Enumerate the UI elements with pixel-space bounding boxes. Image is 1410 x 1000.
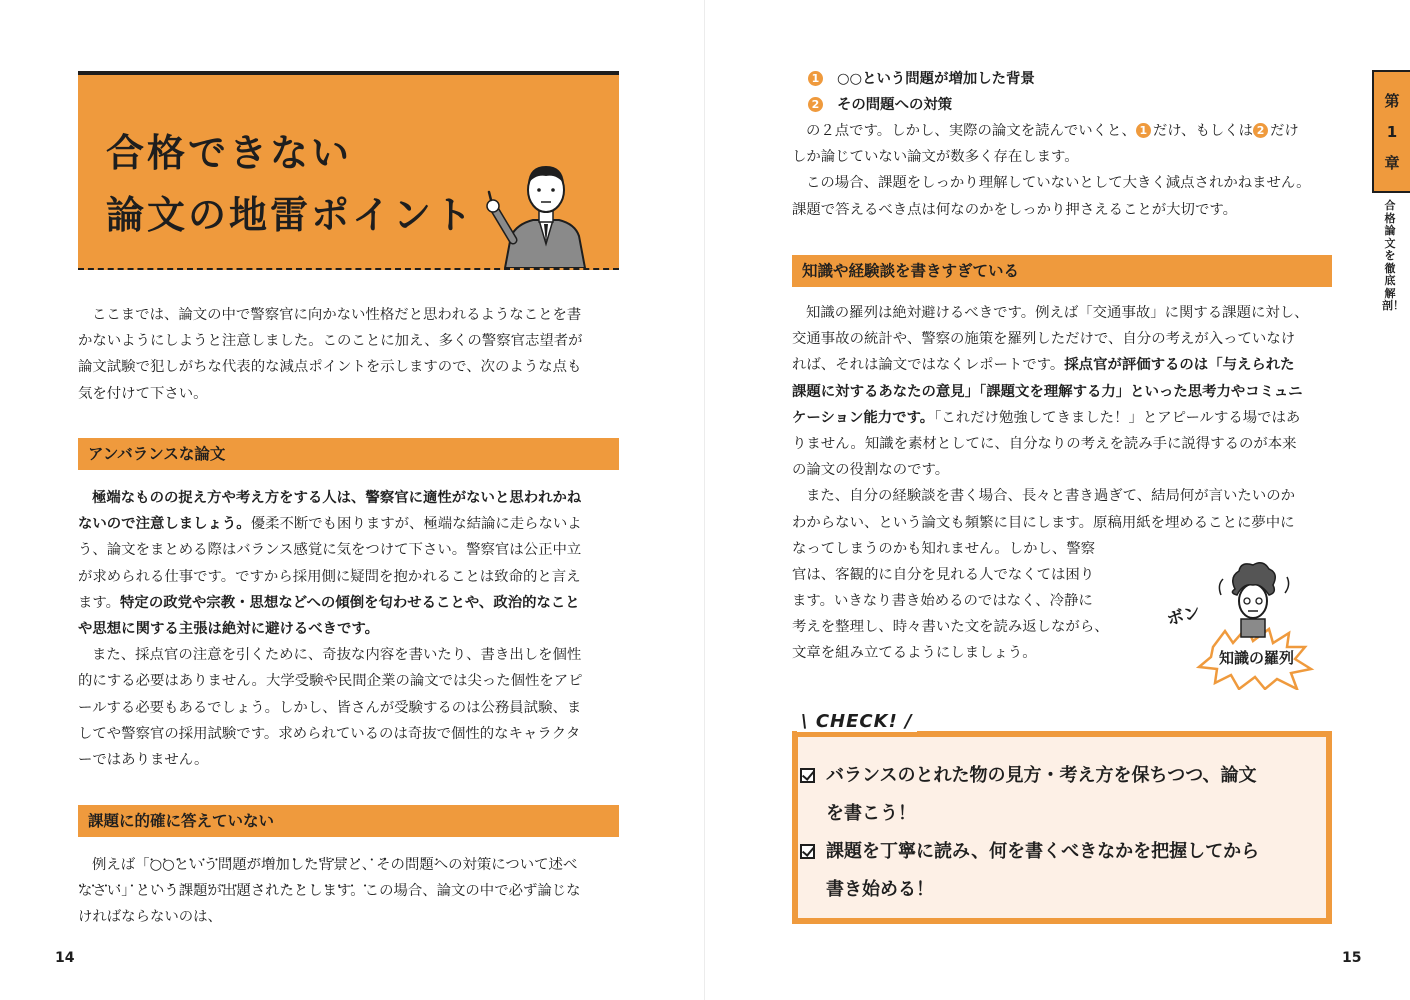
check-item-text: 課題を丁寧に読み、何を書くべきなかを把握してから [826,841,1260,862]
text-line: の論文の役割なのです。 [792,462,950,479]
right-page [705,0,1410,1000]
normal-text: だけ [1270,123,1299,139]
page-number-right: 15 [1342,950,1362,966]
number-badge: 2 [808,97,823,112]
checkbox-icon [800,768,815,783]
text-line [792,118,1311,144]
title-line-1: 合格できない [106,131,353,175]
exploding-head-illustration [1165,555,1340,690]
text-line: 考えを整理し、時々書いた文を読み返しながら、 [792,619,1109,636]
text-line: 的にする必要はありません。大学受験や民間企業の論文では尖った個性をアピ [78,673,583,690]
title-line-2: 論文の地雷ポイント [106,193,476,237]
normal-text: れば、それは論文ではなくレポートです。 [792,357,1065,374]
text-line [78,511,583,537]
bold-text: 課題に対するあなたの意見」「課題文を理解する力」といった思考力やコミュニ [792,383,1303,400]
section1-paragraph [78,485,583,773]
normal-text: だけ、もしくは [1152,123,1254,139]
emphasis-dotted-text: • • • なさい [78,883,121,899]
text-line: この場合、課題をしっかり理解していないとして大きく減点されかねません。 [806,175,1311,192]
text-line: してや警察官の採用試験です。求められているのは奇抜で個性的なキャラクタ [78,725,581,742]
normal-text: ます。 [78,594,121,611]
text-line [78,878,581,904]
chapter-tab [1372,70,1410,193]
slash-mark: / [897,711,913,732]
emphasis-dotted-text: • • • ○○という問題が増加した背景と、その問題への対策について述べ [150,857,578,873]
text-line [792,352,1309,378]
number-badge: 2 [1253,123,1268,138]
page-number-left: 14 [55,950,75,966]
text-line: ここまでは、論文の中で警察官に向かない性格だと思われるようなことを書 [92,307,582,323]
text-line: 官は、客観的に自分を見れる人でなくては困り [792,566,1095,583]
text-line: 知識の羅列は絶対避けるべきです。例えば「交通事故」に関する課題に対し、 [806,305,1309,321]
chapter-subtitle: 合格論文を徹底解剖！ [1382,199,1404,312]
check-item-2-cont: 書き始める！ [826,879,934,900]
text-line [792,379,1309,405]
text-line: 交通事故の統計や、警察の施策を羅列しただけで、自分の考えが入っていなけ [792,331,1296,348]
text-line [78,590,583,616]
text-line: 文章を組み立てるようにしましょう。 [792,645,1037,662]
businessman-illustration [485,148,605,268]
slash-mark: \ [801,711,816,732]
text-line: 論文試験で犯しがちな代表的な減点ポイントを示しますので、次のような点も [78,359,582,376]
text-line: りません。知識を素材としてに、自分なりの考えを読み手に説得するのが本来 [792,435,1297,452]
chapter-tab-char: 第 [1384,92,1400,110]
check-box [792,731,1332,924]
text-line: 課題で答えるべき点は何なのかをしっかり押さえることが大切です。 [792,201,1237,218]
normal-text: の２点です。しかし、実際の論文を読んでいくと、 [806,123,1136,139]
sound-effect-text: ボン [1165,602,1203,631]
normal-text: 優柔不断でも困りますが、極端な結論に走らないよ [250,516,582,533]
intro-paragraph [78,302,583,407]
text-line: しか論じていない論文が数多く存在します。 [792,149,1079,166]
bold-text: ケーション能力です。 [792,409,935,426]
text-line [792,405,1309,431]
normal-text: 」という課題が出題されたとします。この場合、論文の中で必ず論じな [121,883,581,900]
text-line: ールする必要もあるでしょう。しかし、皆さんが受験するのは公務員試験、ま [78,699,582,716]
chapter-tab-char: 章 [1384,154,1400,172]
chapter-tab-number: 1 [1386,123,1398,141]
illustration-caption: 知識の羅列 [1219,649,1295,667]
normal-text: 「これだけ勉強してきました！」とアピールする場ではあ [934,409,1301,426]
text-line: 気を付けて下さい。 [78,385,208,402]
check-item-text: バランスのとれた物の見方・考え方を保ちつつ、論文 [826,765,1257,786]
check-item-1-cont: を書こう！ [826,803,916,824]
text-line: う、論文をまとめる際はバランス感覚に気をつけて下さい。警察官は公正中立 [78,542,582,559]
text-line: なってしまうのかも知れません。しかし、警察 [792,540,1096,557]
numbered-list [808,66,1035,118]
bold-text: 特定の政党や宗教・思想などへの傾倒を匂わせることや、政治的なこと [120,594,580,611]
section-heading-unbalanced: アンバランスな論文 [78,438,619,470]
para1 [792,118,1311,223]
text-line: が求められる仕事です。ですから採用側に疑問を抱かれることは致命的と言え [78,568,581,585]
text-line: かないようにしようと注意しました。このことに加え、多くの警察官志望者が [78,333,583,350]
number-badge: 1 [1136,123,1151,138]
numbered-item-text: その問題への対策 [837,97,953,114]
title-box [78,71,619,270]
bold-text: ないので注意しましょう。 [78,516,251,533]
text-line [78,485,583,511]
text-line: ーではありません。 [78,751,209,768]
check-item-2 [826,833,1259,871]
section-heading-off-topic: 課題に的確に答えていない [78,805,619,837]
bold-text: 採点官が評価するのは「与えられた [1064,357,1295,374]
text-line [78,616,583,642]
text-line: ければならないのは、 [78,909,222,926]
numbered-item-text: ○○という問題が増加した背景 [837,71,1035,87]
text-line: また、自分の経験談を書く場合、長々と書き過ぎて、結局何が言いたいのか [806,488,1295,505]
numbered-item [808,66,1035,92]
section2-paragraph [78,852,581,931]
checkbox-icon [800,844,815,859]
text-line: ます。いきなり書き始めるのではなく、冷静に [792,593,1093,610]
bold-text: 極端なものの捉え方や考え方をする人は、警察官に適性がないと思われかね [92,490,582,506]
check-label-text: CHECK! [815,711,898,732]
number-badge: 1 [808,71,823,86]
bold-text: や思想に関する主張は絶対に避けるべきです。 [78,620,380,637]
numbered-item [808,92,1035,118]
check-item-1 [826,757,1257,795]
section-heading-too-much-knowledge: 知識や経験談を書きすぎている [792,255,1332,287]
normal-text: 例えば「 [92,857,150,873]
text-line: また、採点官の注意を引くために、奇抜な内容を書いたり、書き出しを個性 [92,647,582,664]
check-label [797,711,917,732]
text-line: わからない、という論文も頻繁に目にします。原稿用紙を埋めることに夢中に [792,514,1295,531]
